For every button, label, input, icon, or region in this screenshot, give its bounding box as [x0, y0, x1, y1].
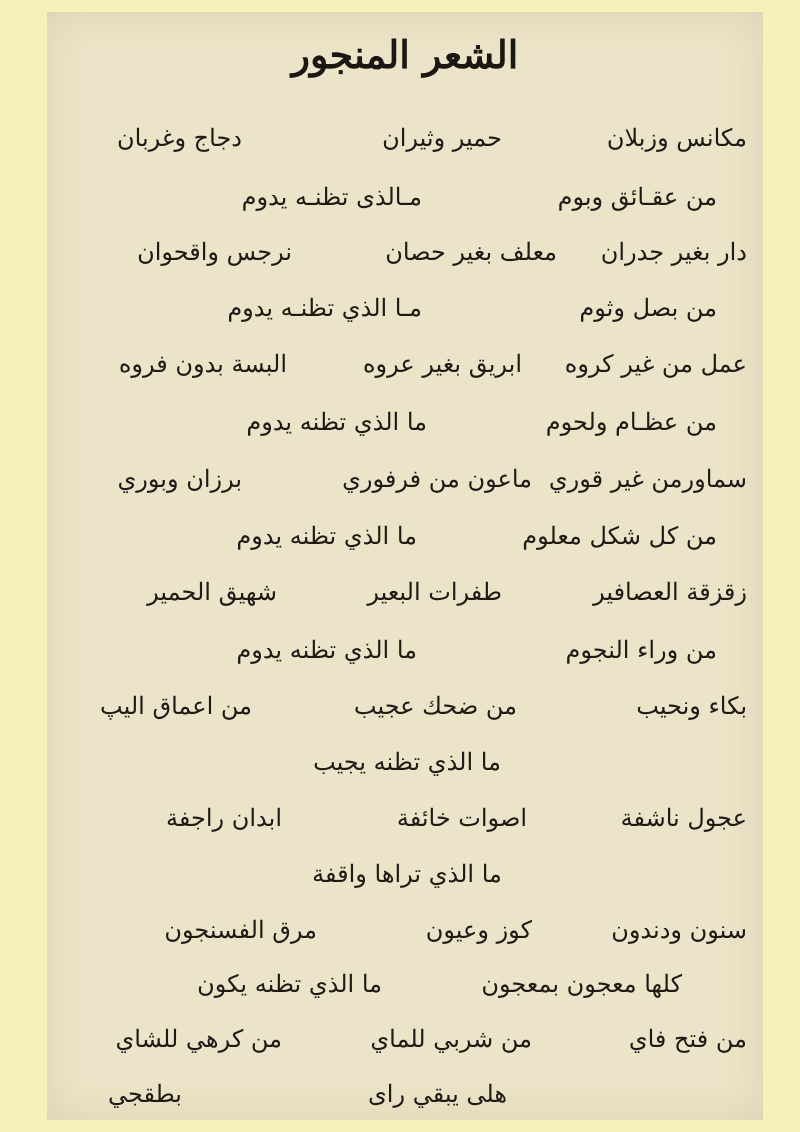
poem-phrase: اصوات خائفة	[396, 804, 527, 832]
poem-phrase: دجاج وغربان	[117, 124, 242, 152]
poem-phrase: عمل من غير كروه	[564, 350, 747, 378]
poem-line	[67, 972, 747, 1002]
poem-phrase: ما الذي تظنه يدوم	[236, 636, 417, 664]
poem-phrase: من عقـائق وبوم	[557, 183, 717, 211]
poem-line	[67, 694, 747, 724]
poem-phrase: كلها معجون بمعجون	[481, 970, 682, 998]
poem-phrase: من كرهي للشاي	[115, 1025, 282, 1053]
poem-line	[67, 410, 747, 440]
poem-phrase: ما الذي تظنه يدوم	[246, 408, 427, 436]
poem-phrase: من وراء النجوم	[565, 636, 717, 664]
poem-line	[67, 185, 747, 215]
poem-line	[67, 524, 747, 554]
poem-title: الشعر المنجور	[291, 32, 519, 77]
poem-phrase: سماورمن غير قوري	[548, 465, 747, 493]
poem-phrase: من فتح فاي	[628, 1025, 747, 1053]
poem-line	[67, 750, 747, 780]
poem-phrase: هلى يبقي راى	[368, 1080, 507, 1108]
poem-phrase: عجول ناشفة	[620, 804, 747, 832]
poem-phrase: برزان وبوري	[117, 465, 242, 493]
poem-phrase: ما الذي تراها واقفة	[312, 860, 502, 888]
poem-phrase: نرجس واقحوان	[137, 238, 292, 266]
poem-phrase: مـالذى تظنـه يدوم	[241, 183, 422, 211]
poem-line	[67, 240, 747, 270]
poem-line	[67, 638, 747, 668]
poem-phrase: ابريق بغير عروه	[362, 350, 522, 378]
poem-line	[67, 296, 747, 326]
poem-phrase: البسة بدون فروه	[118, 350, 287, 378]
poem-page	[47, 12, 763, 1120]
poem-phrase: بطقجي	[107, 1080, 182, 1108]
poem-line	[67, 580, 747, 610]
poem-line	[67, 126, 747, 156]
poem-phrase: ما الذي تظنه يكون	[197, 970, 382, 998]
poem-phrase: ابدان راجفة	[166, 804, 282, 832]
poem-phrase: من بصل وثوم	[579, 294, 717, 322]
poem-phrase: من عظـام ولحوم	[545, 408, 717, 436]
poem-phrase: شهيق الحمير	[147, 578, 277, 606]
poem-phrase: من اعماق اليپ	[100, 692, 252, 720]
poem-phrase: مكانس وزبلان	[606, 124, 747, 152]
poem-phrase: ما الذي تظنه يدوم	[236, 522, 417, 550]
poem-phrase: من كل شكل معلوم	[522, 522, 717, 550]
poem-phrase: سنون ودندون	[611, 916, 747, 944]
poem-line	[67, 1082, 747, 1112]
poem-line	[67, 918, 747, 948]
poem-line	[67, 467, 747, 497]
poem-phrase: معلف بغير حصان	[385, 238, 557, 266]
poem-line	[67, 352, 747, 382]
poem-phrase: زقزقة العصافير	[593, 578, 747, 606]
poem-line	[67, 1027, 747, 1057]
poem-phrase: مرق الفسنجون	[164, 916, 317, 944]
poem-phrase: ما الذي تظنه يجيب	[313, 748, 501, 776]
poem-phrase: ماعون من فرفوري	[342, 465, 532, 493]
poem-phrase: حمير وثيران	[382, 124, 502, 152]
poem-phrase: دار بغير جدران	[600, 238, 747, 266]
poem-phrase: من شربي للماي	[370, 1025, 532, 1053]
poem-phrase: طفرات البعير	[367, 578, 502, 606]
poem-phrase: من ضحك عجيب	[353, 692, 517, 720]
poem-line	[67, 806, 747, 836]
poem-phrase: مـا الذي تظنـه يدوم	[227, 294, 422, 322]
poem-phrase: بكاء ونحيب	[636, 692, 747, 720]
poem-phrase: كوز وعيون	[425, 916, 532, 944]
poem-line	[67, 862, 747, 892]
